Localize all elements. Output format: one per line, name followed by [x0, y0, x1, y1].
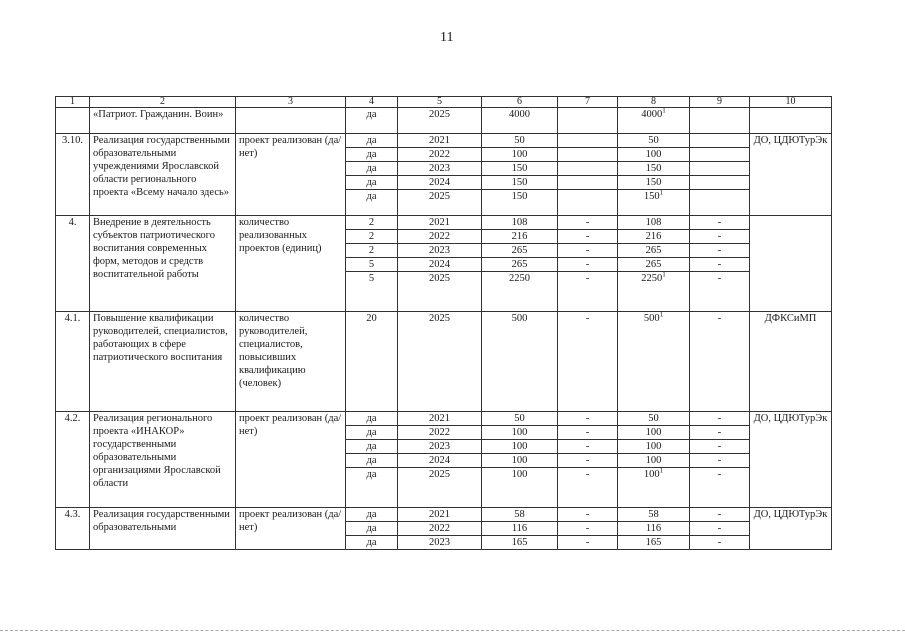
scan-edge-line: [0, 630, 905, 632]
column-header: 10: [750, 97, 832, 108]
regional-value-text: 150: [643, 191, 660, 202]
federal-value: -: [558, 508, 618, 522]
local-value: [690, 134, 750, 148]
total-value: 216: [482, 230, 558, 244]
planned-value: да: [346, 454, 398, 468]
year: 2021: [398, 412, 482, 426]
year: 2021: [398, 134, 482, 148]
regional-value: [618, 148, 690, 162]
event-name: Реализация государственными образовательными: [90, 508, 236, 550]
planned-value: да: [346, 176, 398, 190]
planned-value: да: [346, 508, 398, 522]
local-value: -: [690, 272, 750, 312]
footnote-mark: 1: [659, 467, 664, 475]
column-header: 2: [90, 97, 236, 108]
total-value: 150: [482, 190, 558, 216]
planned-value: да: [346, 426, 398, 440]
regional-value-text: 265: [645, 259, 662, 270]
total-value: 4000: [482, 108, 558, 134]
regional-value-text: 50: [648, 413, 659, 424]
regional-value: [618, 440, 690, 454]
federal-value: -: [558, 536, 618, 550]
year: 2025: [398, 108, 482, 134]
regional-value-text: 100: [643, 469, 660, 480]
row-number: 4.3.: [56, 508, 90, 550]
row-number: 3.10.: [56, 134, 90, 216]
year: 2023: [398, 440, 482, 454]
total-value: 265: [482, 258, 558, 272]
local-value: -: [690, 536, 750, 550]
total-value: 500: [482, 312, 558, 412]
local-value: -: [690, 468, 750, 508]
executor: ДО, ЦДЮТурЭк: [750, 508, 832, 550]
planned-value: да: [346, 522, 398, 536]
regional-value: [618, 190, 690, 216]
regional-value: [618, 454, 690, 468]
indicator-name: количество реализованных проектов (единиц): [236, 216, 346, 312]
regional-value-text: 216: [645, 231, 662, 242]
federal-value: [558, 176, 618, 190]
local-value: -: [690, 258, 750, 272]
executor: [750, 108, 832, 134]
planned-value: 2: [346, 230, 398, 244]
year: 2025: [398, 312, 482, 412]
total-value: 150: [482, 162, 558, 176]
total-value: 116: [482, 522, 558, 536]
event-name: Реализация регионального проекта «ИНАКОР» государственными образовательными организациями Ярославской области: [90, 412, 236, 508]
planned-value: да: [346, 440, 398, 454]
row-number: [56, 108, 90, 134]
federal-value: [558, 190, 618, 216]
total-value: 150: [482, 176, 558, 190]
federal-value: -: [558, 244, 618, 258]
regional-value-text: 4000: [641, 109, 663, 120]
row-number: 4.1.: [56, 312, 90, 412]
event-name: Внедрение в деятельность субъектов патриотического воспитания современных форм, методов и средств воспитательной работы: [90, 216, 236, 312]
total-value: 165: [482, 536, 558, 550]
local-value: -: [690, 216, 750, 230]
table-row: [56, 216, 832, 230]
federal-value: -: [558, 454, 618, 468]
column-header: 8: [618, 97, 690, 108]
planned-value: да: [346, 148, 398, 162]
year: 2024: [398, 454, 482, 468]
year: 2023: [398, 536, 482, 550]
year: 2021: [398, 508, 482, 522]
table-row: [56, 108, 832, 134]
planned-value: 2: [346, 216, 398, 230]
footnote-mark: 1: [662, 107, 666, 115]
executor: ДФКСиМП: [750, 312, 832, 412]
federal-value: -: [558, 440, 618, 454]
regional-value: [618, 312, 690, 412]
regional-value-text: 50: [648, 135, 659, 146]
federal-value: -: [558, 312, 618, 412]
year: 2022: [398, 230, 482, 244]
year: 2023: [398, 162, 482, 176]
regional-value: [618, 468, 690, 508]
local-value: [690, 148, 750, 162]
column-header: 4: [346, 97, 398, 108]
footnote-mark: 1: [659, 189, 664, 197]
column-header: 3: [236, 97, 346, 108]
federal-value: -: [558, 522, 618, 536]
regional-value-text: 150: [645, 163, 662, 174]
column-header: 1: [56, 97, 90, 108]
total-value: 58: [482, 508, 558, 522]
regional-value-text: 116: [645, 523, 662, 534]
federal-value: -: [558, 258, 618, 272]
regional-value: [618, 216, 690, 230]
column-header: 7: [558, 97, 618, 108]
executor: ДО, ЦДЮТурЭк: [750, 134, 832, 216]
planned-value: да: [346, 108, 398, 134]
planned-value: 2: [346, 244, 398, 258]
regional-value-text: 100: [645, 441, 662, 452]
total-value: 100: [482, 454, 558, 468]
regional-value: [618, 162, 690, 176]
regional-value-text: 165: [645, 537, 662, 548]
local-value: -: [690, 454, 750, 468]
column-header: 5: [398, 97, 482, 108]
indicator-name: проект реализован (да/нет): [236, 508, 346, 550]
regional-value: [618, 536, 690, 550]
planned-value: да: [346, 134, 398, 148]
planned-value: 20: [346, 312, 398, 412]
regional-value: [618, 244, 690, 258]
regional-value-text: 2250: [641, 273, 663, 284]
local-value: -: [690, 440, 750, 454]
planned-value: да: [346, 162, 398, 176]
local-value: -: [690, 508, 750, 522]
local-value: -: [690, 244, 750, 258]
regional-value: [618, 230, 690, 244]
regional-value: [618, 134, 690, 148]
planned-value: да: [346, 468, 398, 508]
federal-value: -: [558, 230, 618, 244]
executor: ДО, ЦДЮТурЭк: [750, 412, 832, 508]
regional-value-text: 108: [645, 217, 662, 228]
indicator-name: количество руководителей, специалистов, повысивших квалификацию (человек): [236, 312, 346, 412]
year: 2025: [398, 272, 482, 312]
total-value: 100: [482, 148, 558, 162]
federal-value: -: [558, 272, 618, 312]
year: 2025: [398, 190, 482, 216]
local-value: -: [690, 522, 750, 536]
local-value: -: [690, 412, 750, 426]
total-value: 100: [482, 426, 558, 440]
regional-value: [618, 108, 690, 134]
event-name: Повышение квалификации руководителей, специалистов, работающих в сфере патриотического воспитания: [90, 312, 236, 412]
year: 2022: [398, 148, 482, 162]
federal-value: -: [558, 468, 618, 508]
regional-value-text: 500: [643, 313, 660, 324]
year: 2024: [398, 258, 482, 272]
row-number: 4.: [56, 216, 90, 312]
federal-value: [558, 148, 618, 162]
local-value: [690, 176, 750, 190]
regional-value: [618, 522, 690, 536]
planned-value: да: [346, 412, 398, 426]
local-value: [690, 190, 750, 216]
planned-value: 5: [346, 258, 398, 272]
regional-value: [618, 176, 690, 190]
table-row: [56, 412, 832, 426]
indicator-name: проект реализован (да/нет): [236, 134, 346, 216]
federal-value: [558, 162, 618, 176]
local-value: -: [690, 426, 750, 440]
year: 2024: [398, 176, 482, 190]
regional-value-text: 100: [645, 149, 662, 160]
local-value: [690, 162, 750, 176]
planned-value: да: [346, 190, 398, 216]
year: 2025: [398, 468, 482, 508]
regional-value-text: 265: [645, 245, 662, 256]
total-value: 2250: [482, 272, 558, 312]
regional-value-text: 100: [645, 455, 662, 466]
indicators-table: [55, 96, 832, 550]
federal-value: [558, 134, 618, 148]
year: 2021: [398, 216, 482, 230]
total-value: 100: [482, 468, 558, 508]
federal-value: -: [558, 426, 618, 440]
header-row: [56, 97, 832, 108]
regional-value: [618, 508, 690, 522]
regional-value: [618, 272, 690, 312]
table-row: [56, 508, 832, 522]
total-value: 50: [482, 134, 558, 148]
event-name: «Патриот. Гражданин. Воин»: [90, 108, 236, 134]
regional-value-text: 58: [648, 509, 659, 520]
regional-value-text: 100: [645, 427, 662, 438]
regional-value: [618, 412, 690, 426]
total-value: 50: [482, 412, 558, 426]
indicator-name: [236, 108, 346, 134]
table-row: [56, 134, 832, 148]
local-value: -: [690, 312, 750, 412]
regional-value: [618, 258, 690, 272]
table-row: [56, 312, 832, 412]
local-value: [690, 108, 750, 134]
event-name: Реализация государственными образовательными учреждениями Ярославской области регионального проекта «Всему начало здесь»: [90, 134, 236, 216]
federal-value: -: [558, 216, 618, 230]
local-value: -: [690, 230, 750, 244]
federal-value: [558, 108, 618, 134]
year: 2023: [398, 244, 482, 258]
executor: [750, 216, 832, 312]
total-value: 108: [482, 216, 558, 230]
column-header: 6: [482, 97, 558, 108]
total-value: 265: [482, 244, 558, 258]
year: 2022: [398, 426, 482, 440]
column-header: 9: [690, 97, 750, 108]
row-number: 4.2.: [56, 412, 90, 508]
footnote-mark: 1: [662, 271, 666, 279]
page-number: 11: [440, 30, 454, 45]
footnote-mark: 1: [659, 311, 664, 319]
federal-value: -: [558, 412, 618, 426]
total-value: 100: [482, 440, 558, 454]
indicator-name: проект реализован (да/нет): [236, 412, 346, 508]
year: 2022: [398, 522, 482, 536]
regional-value-text: 150: [645, 177, 662, 188]
planned-value: 5: [346, 272, 398, 312]
planned-value: да: [346, 536, 398, 550]
regional-value: [618, 426, 690, 440]
